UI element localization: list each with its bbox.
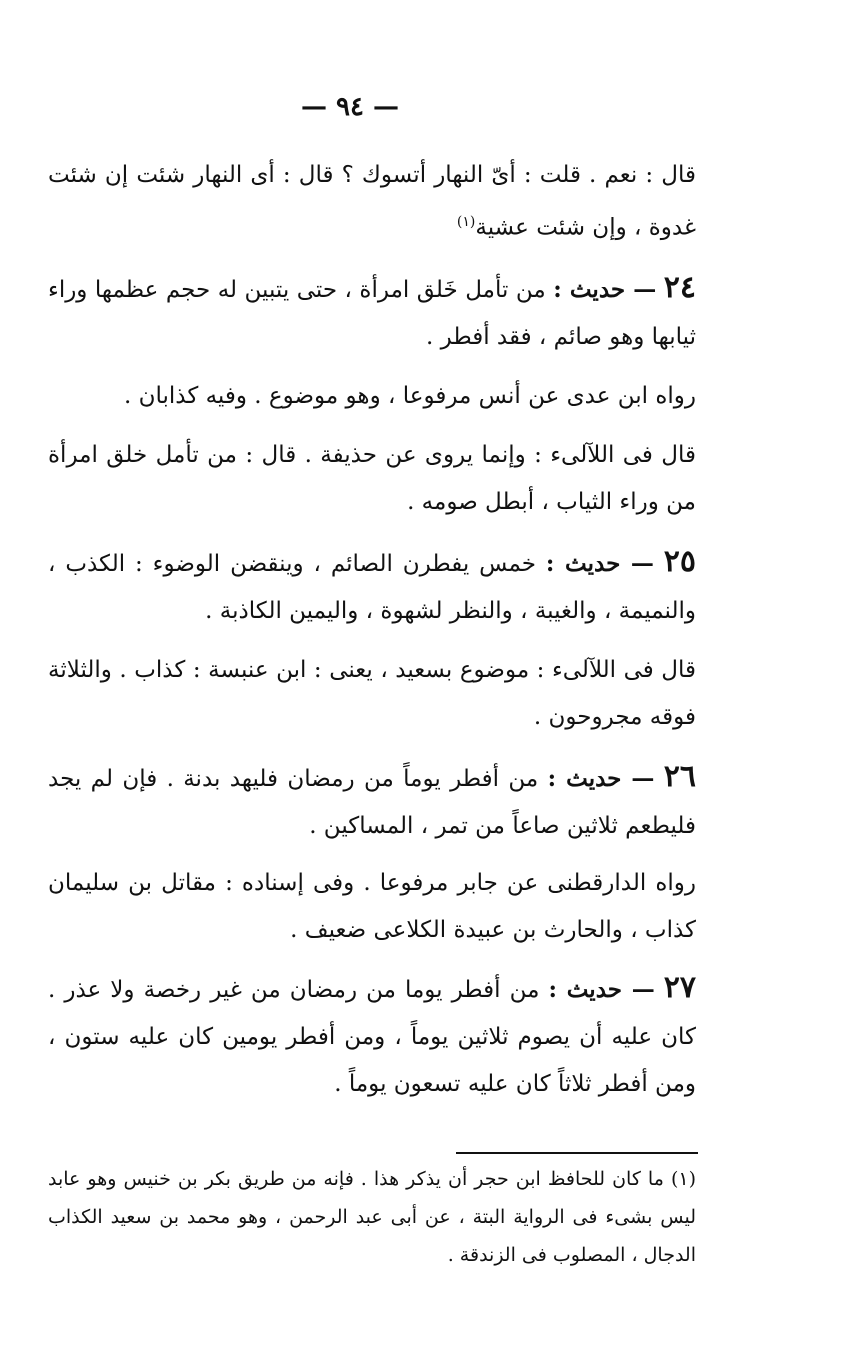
commentary-text: رواه الدارقطنى عن جابر مرفوعا . وفى إسناده : مقاتل بن سليمان كذاب ، والحارث بن عبيدة الكلاعى ضعيف .: [48, 869, 696, 943]
commentary-text: قال فى اللآلىء : موضوع بسعيد ، يعنى : ابن عنبسة : كذاب . والثلاثة فوقه مجروحون .: [48, 656, 696, 730]
hadith-text: من أفطر يوما من رمضان من غير رخصة ولا عذر . كان عليه أن يصوم ثلاثين يوماً ، ومن أفطر يومين كان عليه ستون ، ومن أفطر ثلاثاً كان عليه تسعون يوماً .: [48, 976, 696, 1097]
footnote-marker: (١): [670, 1168, 696, 1190]
hadith-27: [48, 964, 696, 1108]
footnote: [48, 1160, 696, 1274]
footnote-text: ما كان للحافظ ابن حجر أن يذكر هذا . فإنه من طريق بكر بن خنيس وهو عابد ليس بشىء فى الرواية البتة ، عن أبى عبد الرحمن ، وهو محمد بن سعيد الكذاب الدجال ، المصلوب فى الزندقة .: [48, 1168, 696, 1266]
commentary-text: رواه ابن عدى عن أنس مرفوعا ، وهو موضوع . وفيه كذابان .: [123, 382, 696, 409]
hadith-24: [48, 264, 696, 361]
main-text: [48, 152, 696, 1120]
hadith-number: ٢٧: [663, 969, 697, 1005]
hadith-text: خمس يفطرن الصائم ، وينقضن الوضوء : الكذب ، والنميمة ، والغيبة ، والنظر لشهوة ، واليمين الكاذبة .: [48, 550, 696, 624]
footnote-reference: (١): [456, 214, 476, 230]
commentary: [48, 647, 696, 741]
hadith-text: من أفطر يوماً من رمضان فليهد بدنة . فإن لم يجد فليطعم ثلاثين صاعاً من تمر ، المساكين .: [48, 765, 696, 839]
hadith-text: من تأمل خَلق امرأة ، حتى يتبين له حجم عظمها وراء ثيابها وهو صائم ، فقد أفطر .: [48, 276, 696, 350]
paragraph-text: قال : نعم . قلت : أىّ النهار أتسوك ؟ قال : أى النهار شئت إن شئت غدوة ، وإن شئت عشية: [48, 162, 696, 241]
hadith-label: — حديث :: [547, 764, 655, 792]
commentary-text: قال فى اللآلىء : وإنما يروى عن حذيفة . قال : من تأمل خلق امرأة من وراء الثياب ، أبطل صومه .: [48, 441, 696, 515]
paragraph-intro: [48, 152, 696, 252]
hadith-label: — حديث :: [548, 975, 655, 1003]
hadith-26: [48, 753, 696, 850]
hadith-label: — حديث :: [553, 275, 657, 303]
hadith-number: ٢٦: [663, 758, 697, 794]
commentary: [48, 373, 696, 420]
page-number: — ٩٤ —: [300, 92, 400, 122]
footnote-divider: [456, 1152, 698, 1154]
commentary: [48, 860, 696, 954]
hadith-label: — حديث :: [545, 549, 654, 577]
hadith-number: ٢٤: [663, 269, 697, 305]
hadith-25: [48, 538, 696, 635]
commentary: [48, 432, 696, 526]
hadith-number: ٢٥: [663, 543, 697, 579]
